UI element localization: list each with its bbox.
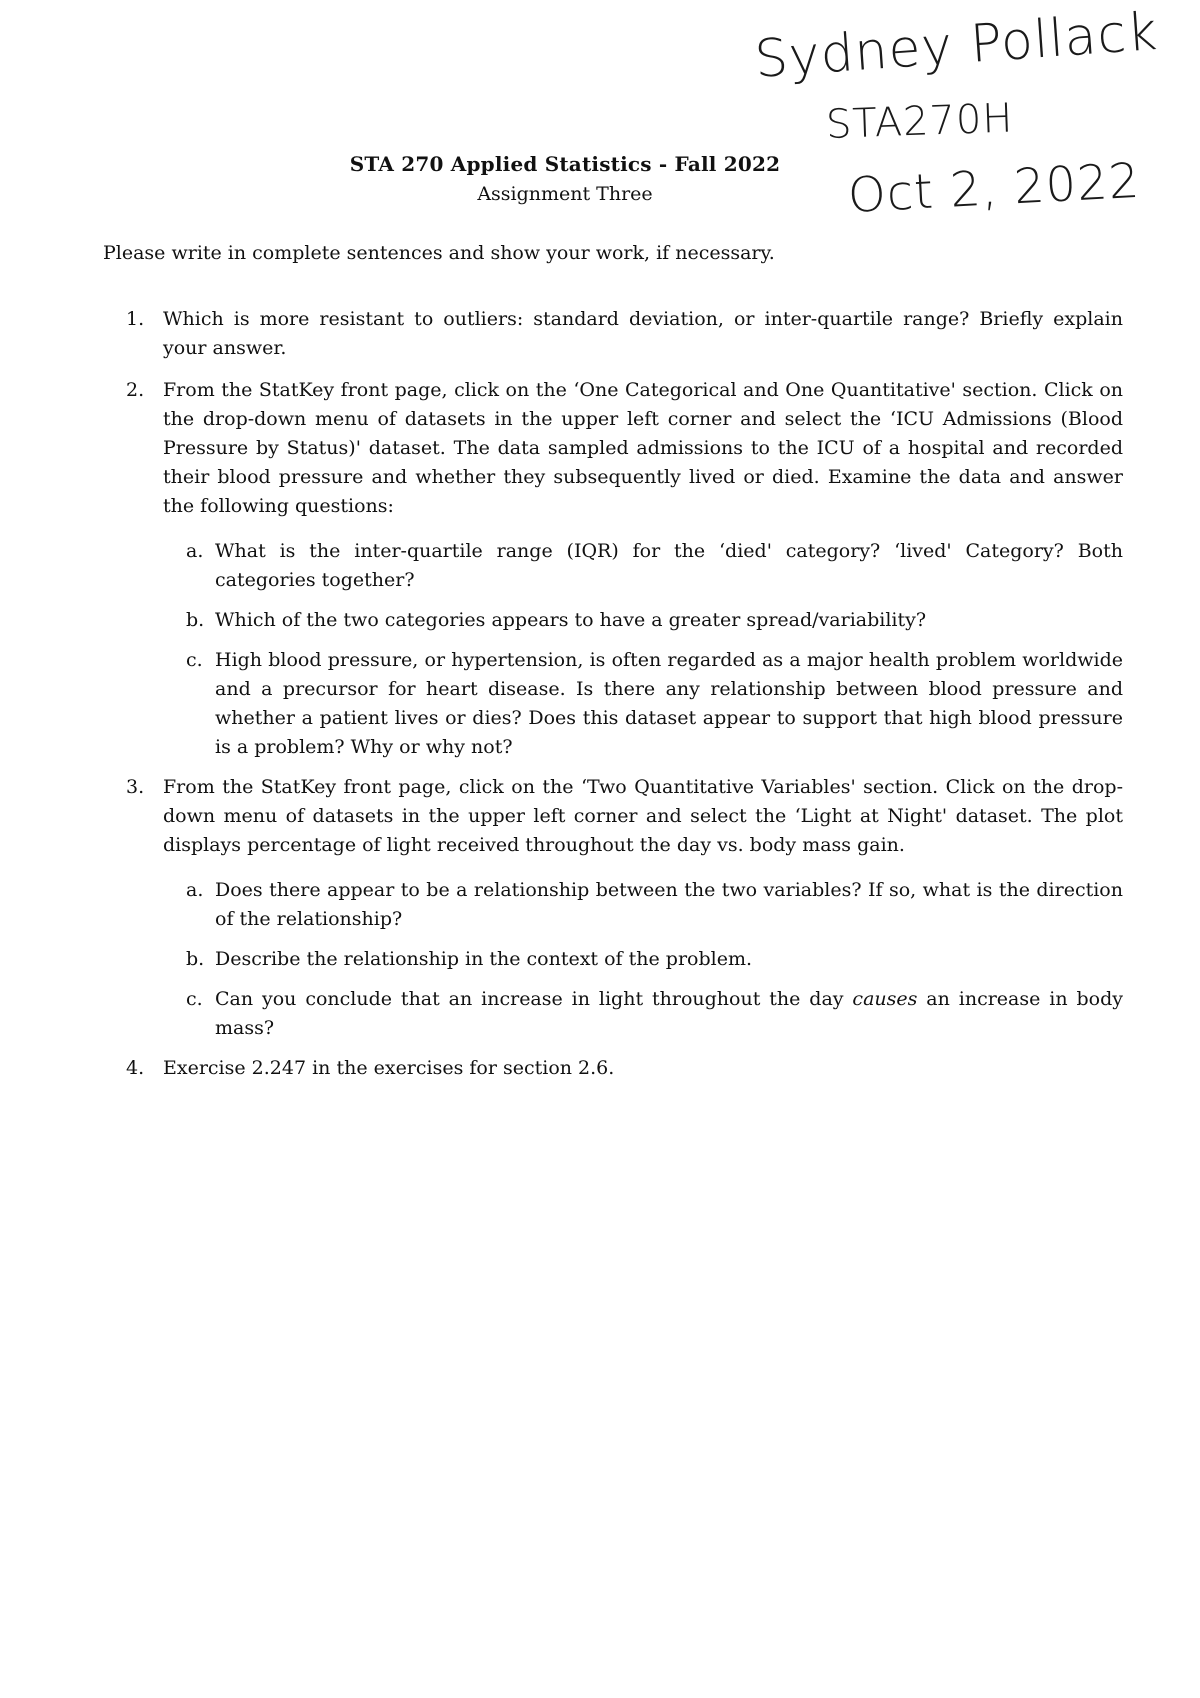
- sub-question-list: [163, 537, 1123, 762]
- question-number: 4.: [126, 1057, 145, 1079]
- sub-question-3c: [163, 985, 1123, 1043]
- sub-question-text: Describe the relationship in the context of the problem.: [215, 948, 753, 970]
- sub-question-3b: [163, 945, 1123, 974]
- handwritten-date: Oct 2, 2022: [846, 152, 1142, 224]
- sub-question-list: [163, 876, 1123, 1043]
- sub-question-letter: b.: [186, 948, 205, 970]
- question-text: Exercise 2.247 in the exercises for section 2.6.: [163, 1057, 615, 1079]
- question-1: [103, 305, 1123, 363]
- sub-question-text: Which of the two categories appears to have a greater spread/variability?: [215, 609, 927, 631]
- question-text: Which is more resistant to outliers: standard deviation, or inter-quartile range? Briefly explain your answer.: [163, 308, 1123, 359]
- sub-question-letter: a.: [186, 879, 204, 901]
- sub-question-2b: [163, 606, 1123, 635]
- document-subtitle: Assignment Three: [477, 183, 653, 205]
- sub-question-text-end: an increase in body mass?: [215, 988, 1124, 1039]
- question-list: [103, 305, 1123, 1095]
- handwritten-name: Sydney Pollack: [752, 1, 1160, 90]
- sub-question-2a: [163, 537, 1123, 595]
- sub-question-letter: c.: [186, 649, 203, 671]
- question-text: From the StatKey front page, click on the ‘One Categorical and One Quantitative' section. Click on the drop-down menu of datasets in the upper left corner and select the ‘ICU Admissions (Blood Pressure by Status)' dataset. The data sampled admissions to the ICU of a hospital and recorded their blood pressure and whether they subsequently lived or died. Examine the data and answer the following questions:: [163, 379, 1123, 517]
- question-4: [103, 1054, 1123, 1083]
- question-number: 1.: [126, 308, 145, 330]
- sub-question-text-start: Can you conclude that an increase in light throughout the day: [215, 988, 853, 1010]
- sub-question-text: High blood pressure, or hypertension, is often regarded as a major health problem worldwide and a precursor for heart disease. Is there any relationship between blood pressure and whether a patient lives or dies? Does this dataset appear to support that high blood pressure is a problem? Why or why not?: [215, 649, 1123, 758]
- question-text: From the StatKey front page, click on the ‘Two Quantitative Variables' section. Click on the drop-down menu of datasets in the upper left corner and select the ‘Light at Night' dataset. The plot displays percentage of light received throughout the day vs. body mass gain.: [163, 776, 1123, 856]
- question-number: 2.: [126, 379, 145, 401]
- emphasized-word: causes: [852, 988, 918, 1010]
- question-3: [103, 773, 1123, 1043]
- sub-question-3a: [163, 876, 1123, 934]
- sub-question-letter: c.: [186, 988, 203, 1010]
- instructions: Please write in complete sentences and show your work, if necessary.: [103, 242, 775, 264]
- document-title: STA 270 Applied Statistics - Fall 2022: [349, 152, 781, 176]
- question-2: [103, 376, 1123, 762]
- handwritten-course: STA270H: [825, 95, 1015, 148]
- sub-question-text: What is the inter-quartile range (IQR) for the ‘died' category? ‘lived' Category? Both categories together?: [215, 540, 1123, 591]
- sub-question-letter: a.: [186, 540, 204, 562]
- sub-question-2c: [163, 646, 1123, 762]
- question-number: 3.: [126, 776, 145, 798]
- sub-question-letter: b.: [186, 609, 205, 631]
- sub-question-text: Does there appear to be a relationship between the two variables? If so, what is the direction of the relationship?: [215, 879, 1123, 930]
